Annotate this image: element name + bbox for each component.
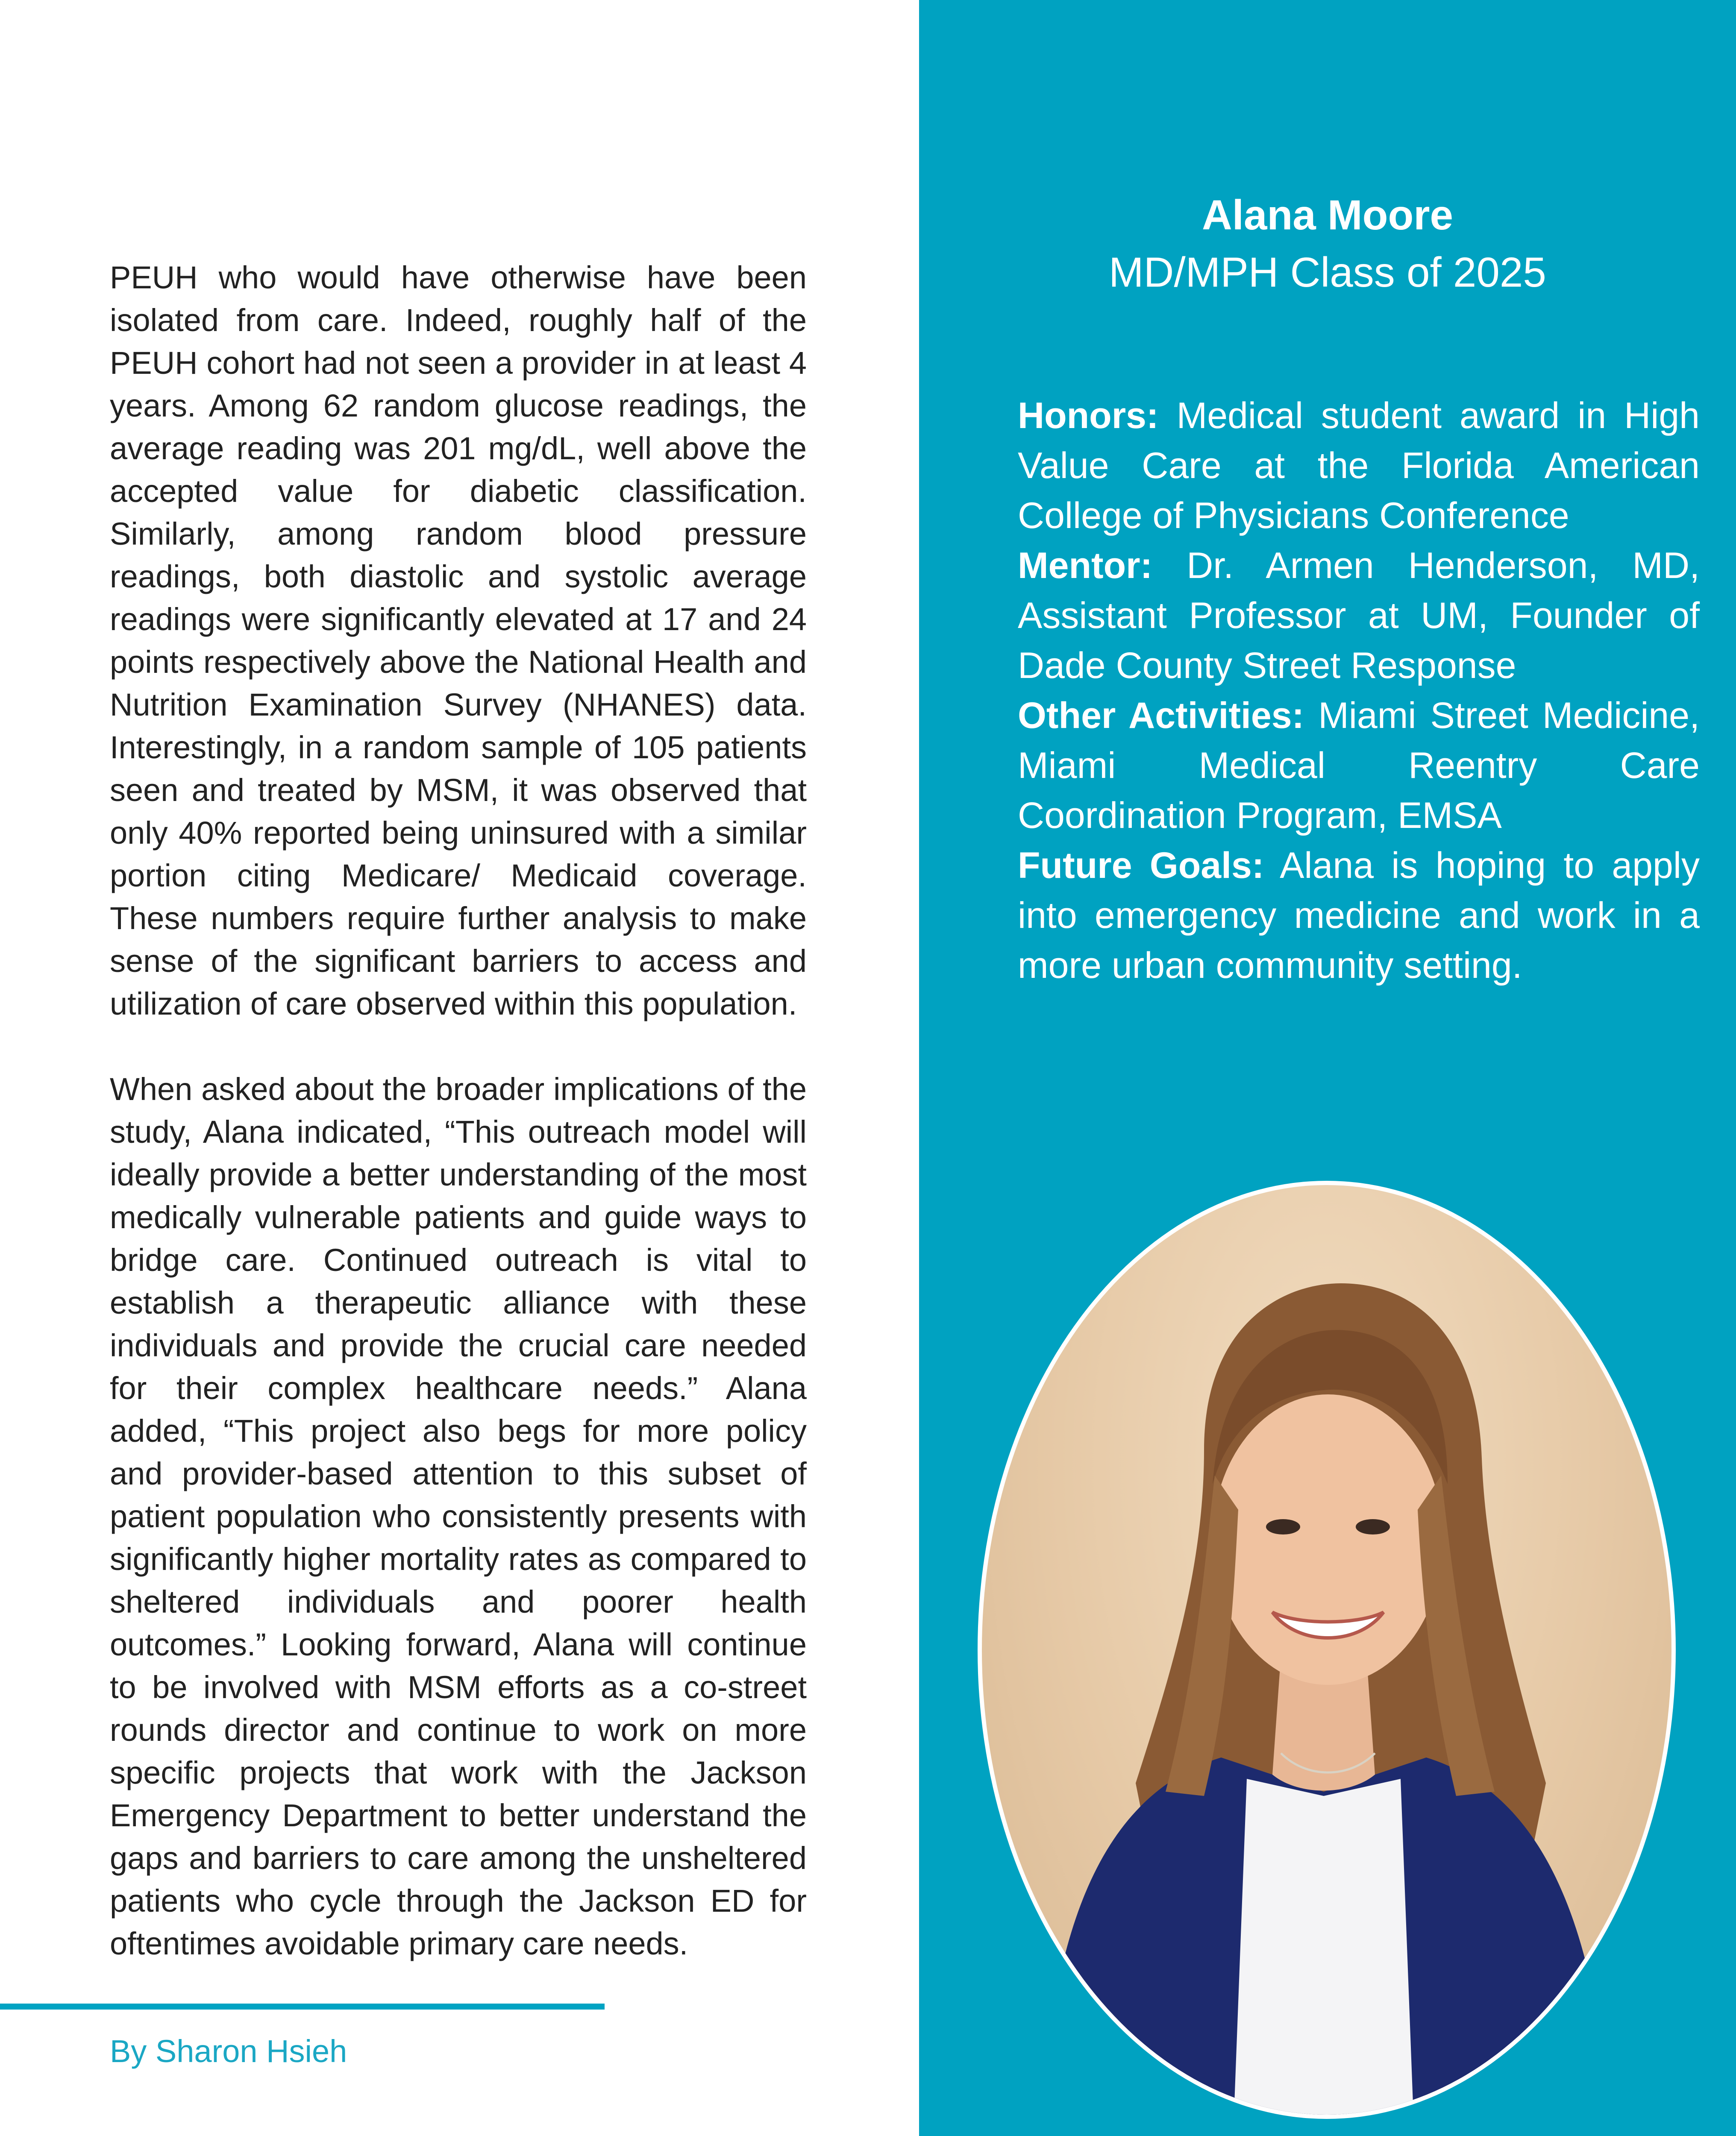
profile-panel (919, 0, 1736, 2136)
profile-class: MD/MPH Class of 2025 (1109, 249, 1546, 296)
article-paragraph-2: When asked about the broader implications of the study, Alana indicated, “This outreach model will ideally provide a better understanding of the most medically vulnerable patients and guide ways to bridge care. Continued outreach is vital to establish a therapeutic alliance with these individuals and provide the crucial care needed for their complex healthcare needs.” Alana added, “This project also begs for more policy and provider-based attention to this subset of patient population who consistently presents with significantly higher mortality rates as compared to sheltered individuals and poorer health outcomes.” Looking forward, Alana will continue to be involved with MSM efforts as a co-street rounds director and continue to work on more specific projects that work with the Jackson Emergency Department to better understand the gaps and barriers to care among the unsheltered patients who cycle through the Jackson ED for oftentimes avoidable primary care needs. (110, 1071, 807, 1961)
goals-label: Future Goals: (1018, 845, 1264, 886)
honors-text: Medical student award in High Value Care at the Florida American College of Physicians Conference (1018, 395, 1700, 536)
mentor-entry (1018, 541, 1700, 691)
profile-bio (1018, 391, 1700, 991)
honors-entry (1018, 391, 1700, 541)
mentor-label: Mentor: (1018, 545, 1153, 586)
goals-text: Alana is hoping to apply into emergency medicine and work in a more urban community setting. (1018, 845, 1700, 986)
activities-label: Other Activities: (1018, 695, 1304, 736)
mentor-text: Dr. Armen Henderson, MD, Assistant Professor at UM, Founder of Dade County Street Response (1018, 545, 1700, 686)
honors-label: Honors: (1018, 395, 1159, 436)
article-paragraph-1: PEUH who would have otherwise have been isolated from care. Indeed, roughly half of the PEUH cohort had not seen a provider in at least 4 years. Among 62 random glucose readings, the average reading was 201 mg/dL, well above the accepted value for diabetic classification. Similarly, among random blood pressure readings, both diastolic and systolic average readings were significantly elevated at 17 and 24 points respectively above the National Health and Nutrition Examination Survey (NHANES) data. Interestingly, in a random sample of 105 patients seen and treated by MSM, it was observed that only 40% reported being uninsured with a similar portion citing Medicare/ Medicaid coverage. These numbers require further analysis to make sense of the significant barriers to access and utilization of care observed within this population. (110, 260, 807, 1021)
article-body (110, 256, 807, 1965)
goals-entry (1018, 841, 1700, 991)
portrait-photo (982, 1185, 1671, 2115)
profile-name: Alana Moore (1201, 191, 1454, 238)
activities-entry (1018, 691, 1700, 841)
portrait-illustration (982, 1185, 1671, 2115)
byline: By Sharon Hsieh (110, 2033, 347, 2069)
activities-text: Miami Street Medicine, Miami Medical Reentry Care Coordination Program, EMSA (1018, 695, 1700, 836)
portrait-frame (978, 1181, 1676, 2119)
accent-divider (0, 2004, 605, 2010)
